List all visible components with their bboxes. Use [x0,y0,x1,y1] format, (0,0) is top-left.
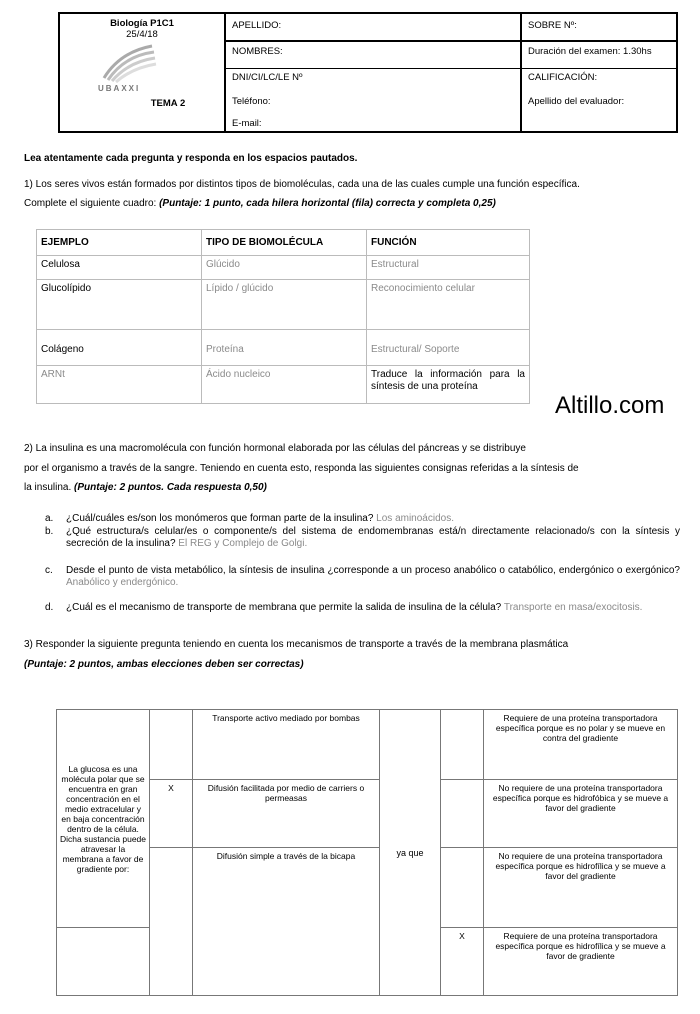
q1-score: (Puntaje: 1 punto, cada hilera horizontal (fila) correcta y completa 0,25) [159,198,496,209]
mechanism-option: Transporte activo mediado por bombas [193,710,380,780]
q2-score: (Puntaje: 2 puntos. Cada respuesta 0,50) [74,482,267,493]
reason-option: No requiere de una proteína transportadora específica porque es hidrofóbica y se mueve a favor del gradiente [484,780,678,848]
col-header-tipo: TIPO DE BIOMOLÉCULA [202,230,367,256]
answer-cell[interactable]: Estructural/ Soporte [367,330,530,366]
list-item: b. ¿Qué estructura/s celular/es o componente/s del sistema de endomembranas está/n directamente relacionado/s con la síntesis y secreción de la insulina? El REG y Complejo de Golgi. [45,526,680,549]
col-header-funcion: FUNCIÓN [367,230,530,256]
q2-statement-3: la insulina. (Puntaje: 2 puntos. Cada respuesta 0,50) [24,482,267,493]
q1-statement-2: Complete el siguiente cuadro: (Puntaje: 1 punto, cada hilera horizontal (fila) correcta y completa 0,25) [24,198,496,209]
biomolecule-table [36,229,530,404]
q2-statement: 2) La insulina es una macromolécula con función hormonal elaborada por las células del páncreas y se distribuye [24,443,526,454]
transport-table [56,709,678,996]
list-item: c. Desde el punto de vista metabólico, la síntesis de insulina ¿corresponde a un proceso anabólico o catabólico, endergónico o exergónico? Anabólico y endergónico. [45,565,680,588]
table-row [37,330,530,366]
exam-date: 25/4/18 [126,29,158,40]
example-cell[interactable]: ARNt [37,366,202,404]
list-item: a. ¿Cuál/cuáles es/son los monómeros que forman parte de la insulina? Los aminoácidos. [45,513,454,524]
answer-text[interactable]: El REG y Complejo de Golgi. [178,538,308,549]
q2-statement-2: por el organismo a través de la sangre. Teniendo en cuenta esto, responda las siguientes consignas referidas a la síntesis de [24,463,579,474]
question-text: ¿Cuál/cuáles es/son los monómeros que forman parte de la insulina? [66,513,374,524]
ubaxxi-logo-icon [98,44,158,84]
q1-statement: 1) Los seres vivos están formados por distintos tipos de biomoléculas, cada una de las cuales cumple una función específica. [24,179,580,190]
email-field[interactable]: E-mail: [232,118,262,129]
reason-check[interactable] [441,780,484,848]
answer-text[interactable]: Transporte en masa/exocitosis. [503,602,643,613]
answer-cell[interactable]: Proteína [202,330,367,366]
student-info [224,14,522,131]
example-cell: Glucolípido [37,280,202,330]
question-text: Desde el punto de vista metabólico, la síntesis de insulina ¿corresponde a un proceso anabólico o catabólico, endergónico o exergónico? [66,565,680,576]
nombres-field[interactable]: NOMBRES: [232,46,283,57]
answer-cell[interactable]: Lípido / glúcido [202,280,367,330]
mechanism-check[interactable] [150,710,193,780]
exam-info [520,14,676,131]
table-row [37,256,530,280]
reason-check[interactable]: X [441,928,484,996]
answer-text[interactable]: Anabólico y endergónico. [66,577,179,588]
reason-check[interactable] [441,710,484,780]
altillo-watermark: Altillo.com [555,392,665,419]
reason-option: No requiere de una proteína transportadora específica porque es hidrofílica y se mueve a favor del gradiente [484,848,678,928]
q3-score: (Puntaje: 2 puntos, ambas elecciones deben ser correctas) [24,659,304,670]
course-name: Biología P1C1 [110,18,174,29]
reason-option: Requiere de una proteína transportadora específica porque es hidrofílica y se mueve a favor de gradiente [484,928,678,996]
answer-cell[interactable]: Traduce la información para la síntesis de una proteína [367,366,530,404]
list-item: d. ¿Cuál es el mecanismo de transporte de membrana que permite la salida de insulina de la célula? Transporte en masa/exocitosis. [45,602,643,613]
example-cell: Celulosa [37,256,202,280]
reason-check[interactable] [441,848,484,928]
calificacion-field: CALIFICACIÓN: [528,72,598,83]
instructions: Lea atentamente cada pregunta y responda en los espacios pautados. [24,153,358,164]
table-row [37,280,530,330]
col-header-ejemplo: EJEMPLO [37,230,202,256]
reason-option: Requiere de una proteína transportadora específica porque es no polar y se mueve en contra del gradiente [484,710,678,780]
answer-cell[interactable]: Reconocimiento celular [367,280,530,330]
answer-text[interactable]: Los aminoácidos. [376,513,454,524]
duration-label: Duración del examen: 1.30hs [528,46,652,57]
institution-name: UBAXXI [98,84,141,93]
mechanism-check[interactable]: X [150,780,193,848]
empty-cell [57,928,150,996]
apellido-field[interactable]: APELLIDO: [232,20,282,31]
answer-cell[interactable]: Estructural [367,256,530,280]
table-row [37,366,530,404]
telefono-field[interactable]: Teléfono: [232,96,271,107]
question-text: ¿Cuál es el mecanismo de transporte de membrana que permite la salida de insulina de la célula? [66,602,502,613]
question-text: ¿Qué estructura/s celular/es o componente/s del sistema de endomembranas está/n directamente relacionado/s con la síntesis y secreción de la insulina? [66,526,680,549]
evaluador-field: Apellido del evaluador: [528,96,625,107]
sobre-field[interactable]: SOBRE Nº: [528,20,577,31]
answer-cell[interactable]: Glúcido [202,256,367,280]
dni-field[interactable]: DNI/CI/LC/LE Nº [232,72,303,83]
mechanism-option: Difusión facilitada por medio de carriers o permeasas [193,780,380,848]
answer-cell[interactable]: Ácido nucleico [202,366,367,404]
premise-cell: La glucosa es una molécula polar que se encuentra en gran concentración en el medio extracelular y en baja concentración dentro de la célula. Dicha sustancia puede atravesar la membrana a favor de gradiente por: [57,710,150,928]
mechanism-check[interactable] [150,848,193,996]
theme-label: TEMA 2 [150,98,186,109]
example-cell: Colágeno [37,330,202,366]
exam-header [58,12,678,133]
connector-cell: ya que [380,710,441,996]
logo-cell [60,14,226,131]
mechanism-option: Difusión simple a través de la bicapa [193,848,380,996]
q3-statement: 3) Responder la siguiente pregunta teniendo en cuenta los mecanismos de transporte a través de la membrana plasmática [24,639,569,650]
